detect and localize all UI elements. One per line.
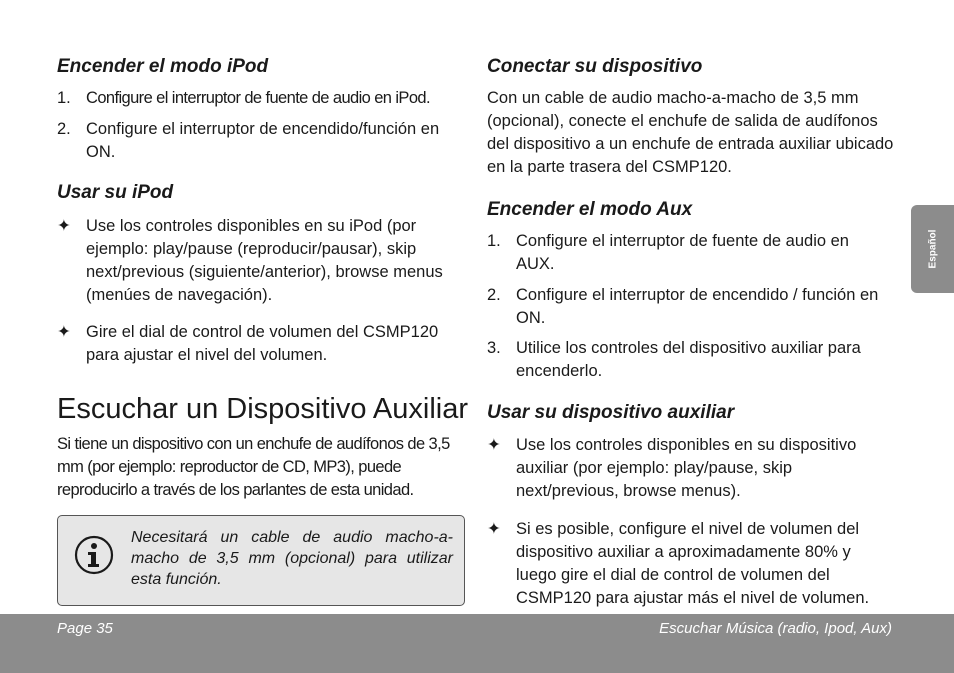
bullet-icon: ✦ [57,323,71,341]
heading-aux-mode: Encender el modo Aux [487,199,693,220]
list-item-text: Configure el interruptor de encendido/función en ON. [86,120,440,161]
list-item-text: Utilice los controles del dispositivo auxiliar para encenderlo. [516,339,861,380]
heading-use-aux: Usar su dispositivo auxiliar [487,402,735,423]
info-icon [74,535,114,575]
section-title: Escuchar un Dispositivo Auxiliar [57,393,469,425]
list-item-text: Gire el dial de control de volumen del CSMP120 para ajustar el nivel del volumen. [86,323,439,364]
list-item-text: Si es posible, configure el nivel de volumen del dispositivo auxiliar a aproximadamente 80% y luego gire el dial de control de volumen del CSMP120 para ajustar más el nivel de volumen. [516,520,870,607]
page-footer [0,614,954,673]
list-number: 1. [57,89,71,107]
connect-paragraph: Con un cable de audio macho-a-macho de 3,5 mm (opcional), conecte el enchufe de salida de audífonos del dispositivo a un enchufe de entrada auxiliar ubicado en la parte trasera del CSMP120. [487,89,894,176]
footer-section-title: Escuchar Música (radio, Ipod, Aux) [659,620,892,637]
heading-use-ipod: Usar su iPod [57,182,174,203]
list-item-text: Configure el interruptor de encendido / función en ON. [516,286,879,327]
note-text: Necesitará un cable de audio macho-a-macho de 3,5 mm (opcional) para utilizar esta función. [131,529,453,588]
list-number: 2. [57,120,71,138]
list-number: 1. [487,232,501,250]
heading-connect: Conectar su dispositivo [487,56,703,77]
page-number: Page 35 [57,620,113,637]
intro-paragraph: Si tiene un dispositivo con un enchufe de audífonos de 3,5 mm (por ejemplo: reproductor de CD, MP3), puede reproducirlo a través de los parlantes de esta unidad. [57,435,450,499]
language-tab-label: Español [927,229,938,269]
note-box [57,515,465,606]
list-item-text: Use los controles disponibles en su dispositivo auxiliar (por ejemplo: play/pause, skip next/previous, browse menus). [516,436,857,500]
bullet-icon: ✦ [487,436,501,454]
list-item-text: Configure el interruptor de fuente de audio en AUX. [516,232,849,273]
list-item-text: Configure el interruptor de fuente de audio en iPod. [86,89,430,107]
language-tab [911,205,954,293]
bullet-icon: ✦ [487,520,501,538]
list-item-text: Use los controles disponibles en su iPod (por ejemplo: play/pause (reproducir/pausar), skip next/previous (siguiente/anterior), browse menus (menúes de navegación). [86,217,443,304]
list-number: 3. [487,339,501,357]
bullet-icon: ✦ [57,217,71,235]
list-number: 2. [487,286,501,304]
heading-ipod-mode: Encender el modo iPod [57,56,269,77]
